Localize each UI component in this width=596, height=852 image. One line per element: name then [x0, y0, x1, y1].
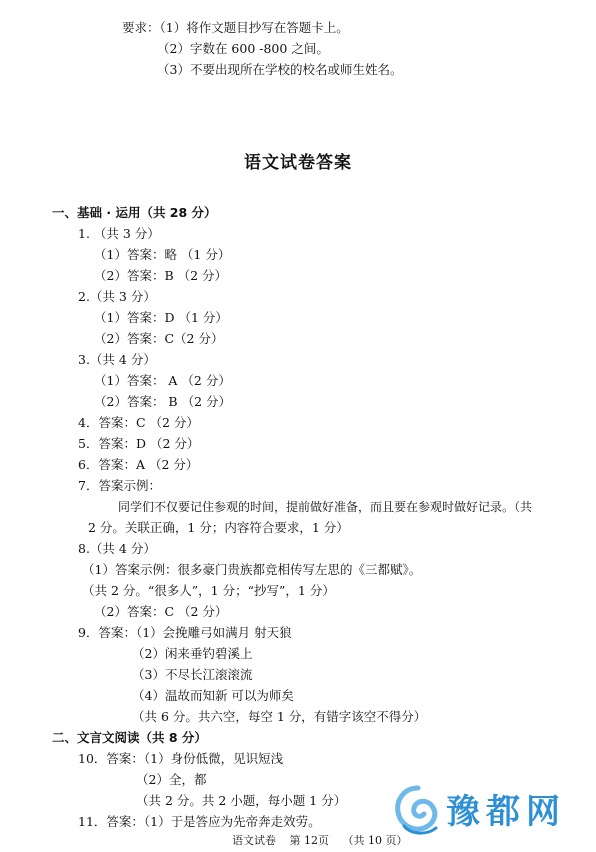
- answer-line: （2）全，都: [136, 772, 207, 787]
- answer-line: 2 分。关联正确，1 分；内容符合要求，1 分）: [88, 520, 349, 535]
- answer-line: 1. （共 3 分）: [78, 226, 160, 241]
- section-heading-classical: 二、文言文阅读（共 8 分）: [52, 730, 207, 745]
- answer-line: 3.（共 4 分）: [78, 352, 156, 367]
- answer-line: 6．答案：A （2 分）: [78, 457, 199, 472]
- requirement-line-1: 要求：（1）将作文题目抄写在答题卡上。: [122, 20, 349, 35]
- answer-line: （2）答案：C（2 分）: [94, 331, 224, 346]
- answer-line: 2.（共 3 分）: [78, 289, 156, 304]
- answer-line: （3）不尽长江滚滚流: [132, 667, 253, 682]
- answer-line: 4．答案：C （2 分）: [78, 415, 199, 430]
- answer-line: 11．答案：（1）于是答应为先帝奔走效劳。: [78, 814, 321, 829]
- answer-line: （共 2 分。“很多人”，1 分；“抄写”，1 分）: [82, 583, 335, 598]
- answer-line: （2）答案：C （2 分）: [94, 604, 228, 619]
- watermark-logo: [390, 782, 590, 838]
- requirement-line-3: （3）不要出现所在学校的校名或师生姓名。: [157, 62, 403, 77]
- answer-line: （2）答案：B （2 分）: [94, 268, 228, 283]
- answer-line: （共 2 分。共 2 小题，每小题 1 分）: [136, 793, 347, 808]
- swirl-icon: [390, 782, 446, 838]
- answer-line: 10．答案：（1）身份低微，见识短浅: [78, 751, 284, 766]
- answer-line: 同学们不仅要记住参观的时间，提前做好准备，而且要在参观时做好记录。（共: [118, 500, 533, 514]
- watermark-text: 豫都网: [446, 792, 566, 832]
- answer-line: （共 6 分。共六空，每空 1 分，有错字该空不得分）: [132, 709, 427, 724]
- answer-line: （1）答案：略 （1 分）: [94, 247, 231, 262]
- section-heading-basics: 一、基础 · 运用（共 28 分）: [52, 205, 217, 220]
- answer-line: 9．答案：（1）会挽雕弓如满月 射天狼: [78, 625, 292, 640]
- requirement-line-2: （2）字数在 600 -800 之间。: [157, 41, 329, 56]
- answer-line: 5．答案：D （2 分）: [78, 436, 200, 451]
- page-title: 语文试卷答案: [244, 153, 352, 173]
- answer-line: （1）答案：D （1 分）: [94, 310, 228, 325]
- footer-page: 第 12页: [289, 834, 329, 847]
- footer-subject: 语文试卷: [232, 834, 276, 847]
- answer-line: 7．答案示例：: [78, 478, 161, 493]
- answer-line: （2）闲来垂钓碧溪上: [132, 646, 253, 661]
- answer-line: （1）答案示例：很多豪门贵族都竞相传写左思的《三都赋》。: [82, 562, 422, 577]
- footer-total: （共 10 页）: [342, 834, 408, 847]
- answer-line: 8.（共 4 分）: [78, 541, 156, 556]
- answer-line: （4）温故而知新 可以为师矣: [132, 688, 294, 703]
- answer-line: （1）答案： A （2 分）: [94, 373, 231, 388]
- answer-line: （2）答案： B （2 分）: [94, 394, 232, 409]
